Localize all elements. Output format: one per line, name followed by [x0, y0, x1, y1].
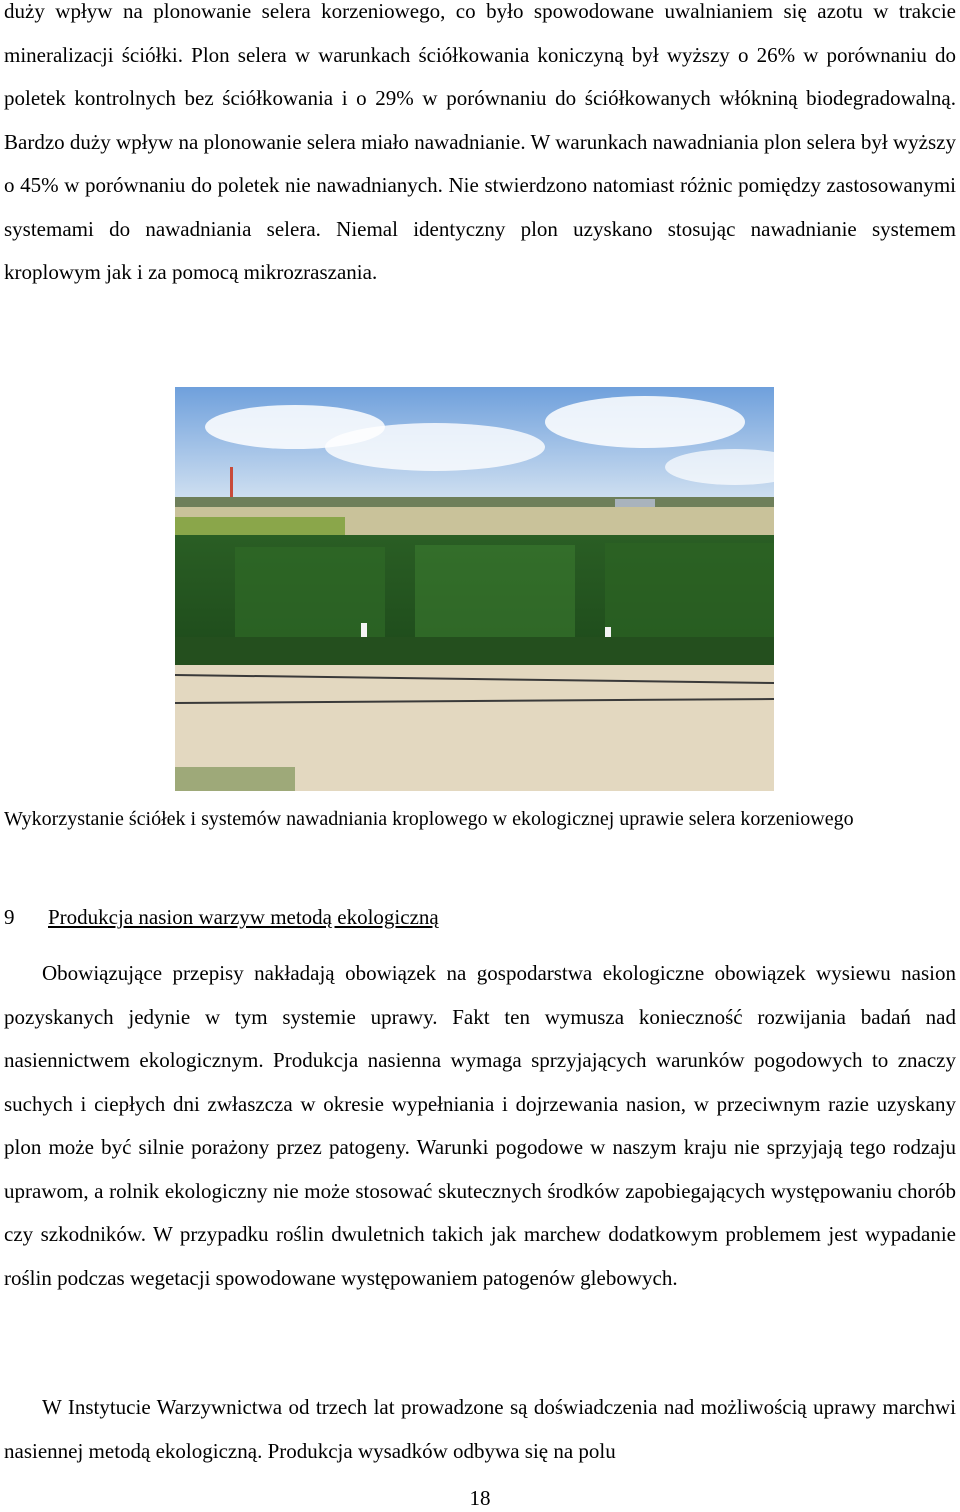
paragraph-section-body: Obowiązujące przepisy nakładają obowiązek na gospodarstwa ekologiczne obowiązek wysiewu nasion pozyskanych jedynie w tym systemie uprawy. Fakt ten wymusza konieczność rozwijania badań nad nasiennictwem ekologicznym. Produkcja nasienna wymaga sprzyjających warunków pogodowych to znaczy suchych i ciepłych dni zwłaszcza w okresie wypełniania i dojrzewania nasion, w przeciwnym razie uzyskany plon może być silnie porażony przez patogeny. Warunki pogodowe w naszym kraju nie sprzyjają tego rodzaju uprawom, a rolnik ekologiczny nie może stosować skutecznych środków zapobiegających występowaniu chorób czy szkodników. W przypadku roślin dwuletnich takich jak marchew dodatkowym problemem jest wypadanie roślin podczas wegetacji spowodowane występowaniem patogenów glebowych.	[4, 961, 956, 1290]
section-heading	[4, 902, 956, 932]
section-title: Produkcja nasion warzyw metodą ekologiczną	[48, 905, 439, 929]
cloud	[325, 423, 545, 471]
paragraph-intro: duży wpływ na plonowanie selera korzeniowego, co było spowodowane uwalnianiem się azotu w trakcie mineralizacji ściółki. Plon selera w warunkach ściółkowania koniczyną był wyższy o 26% w porównaniu do poletek kontrolnych bez ściółkowania i o 29% w porównaniu do ściółkowanych włókniną biodegradowalną. Bardzo duży wpływ na plonowanie selera miało nawadnianie. W warunkach nawadniania plon selera był wyższy o 45% w porównaniu do poletek nie nawadnianych. Nie stwierdzono natomiast różnic pomiędzy zastosowanymi systemami do nawadniania selera. Niemal identyczny plon uzyskano stosując nawadnianie systemem kroplowym jak i za pomocą mikrozraszania.	[4, 0, 956, 284]
weeds	[175, 767, 295, 791]
cloud	[545, 396, 745, 448]
plot	[605, 543, 774, 643]
field-photo-image	[175, 387, 774, 791]
section-number: 9	[4, 905, 15, 929]
building	[615, 499, 655, 507]
field-photo	[175, 387, 774, 791]
front-row	[175, 637, 774, 667]
page-number: 18	[469, 1486, 491, 1510]
paragraph-section-body-2: W Instytucie Warzywnictwa od trzech lat prowadzone są doświadczenia nad możliwością uprawy marchwi nasiennej metodą ekologiczną. Produkcja wysadków odbywa się na polu	[4, 1395, 956, 1463]
figure-caption: Wykorzystanie ściółek i systemów nawadniania kroplowego w ekologicznej uprawie selera korzeniowego	[4, 808, 854, 830]
plot	[415, 545, 575, 640]
